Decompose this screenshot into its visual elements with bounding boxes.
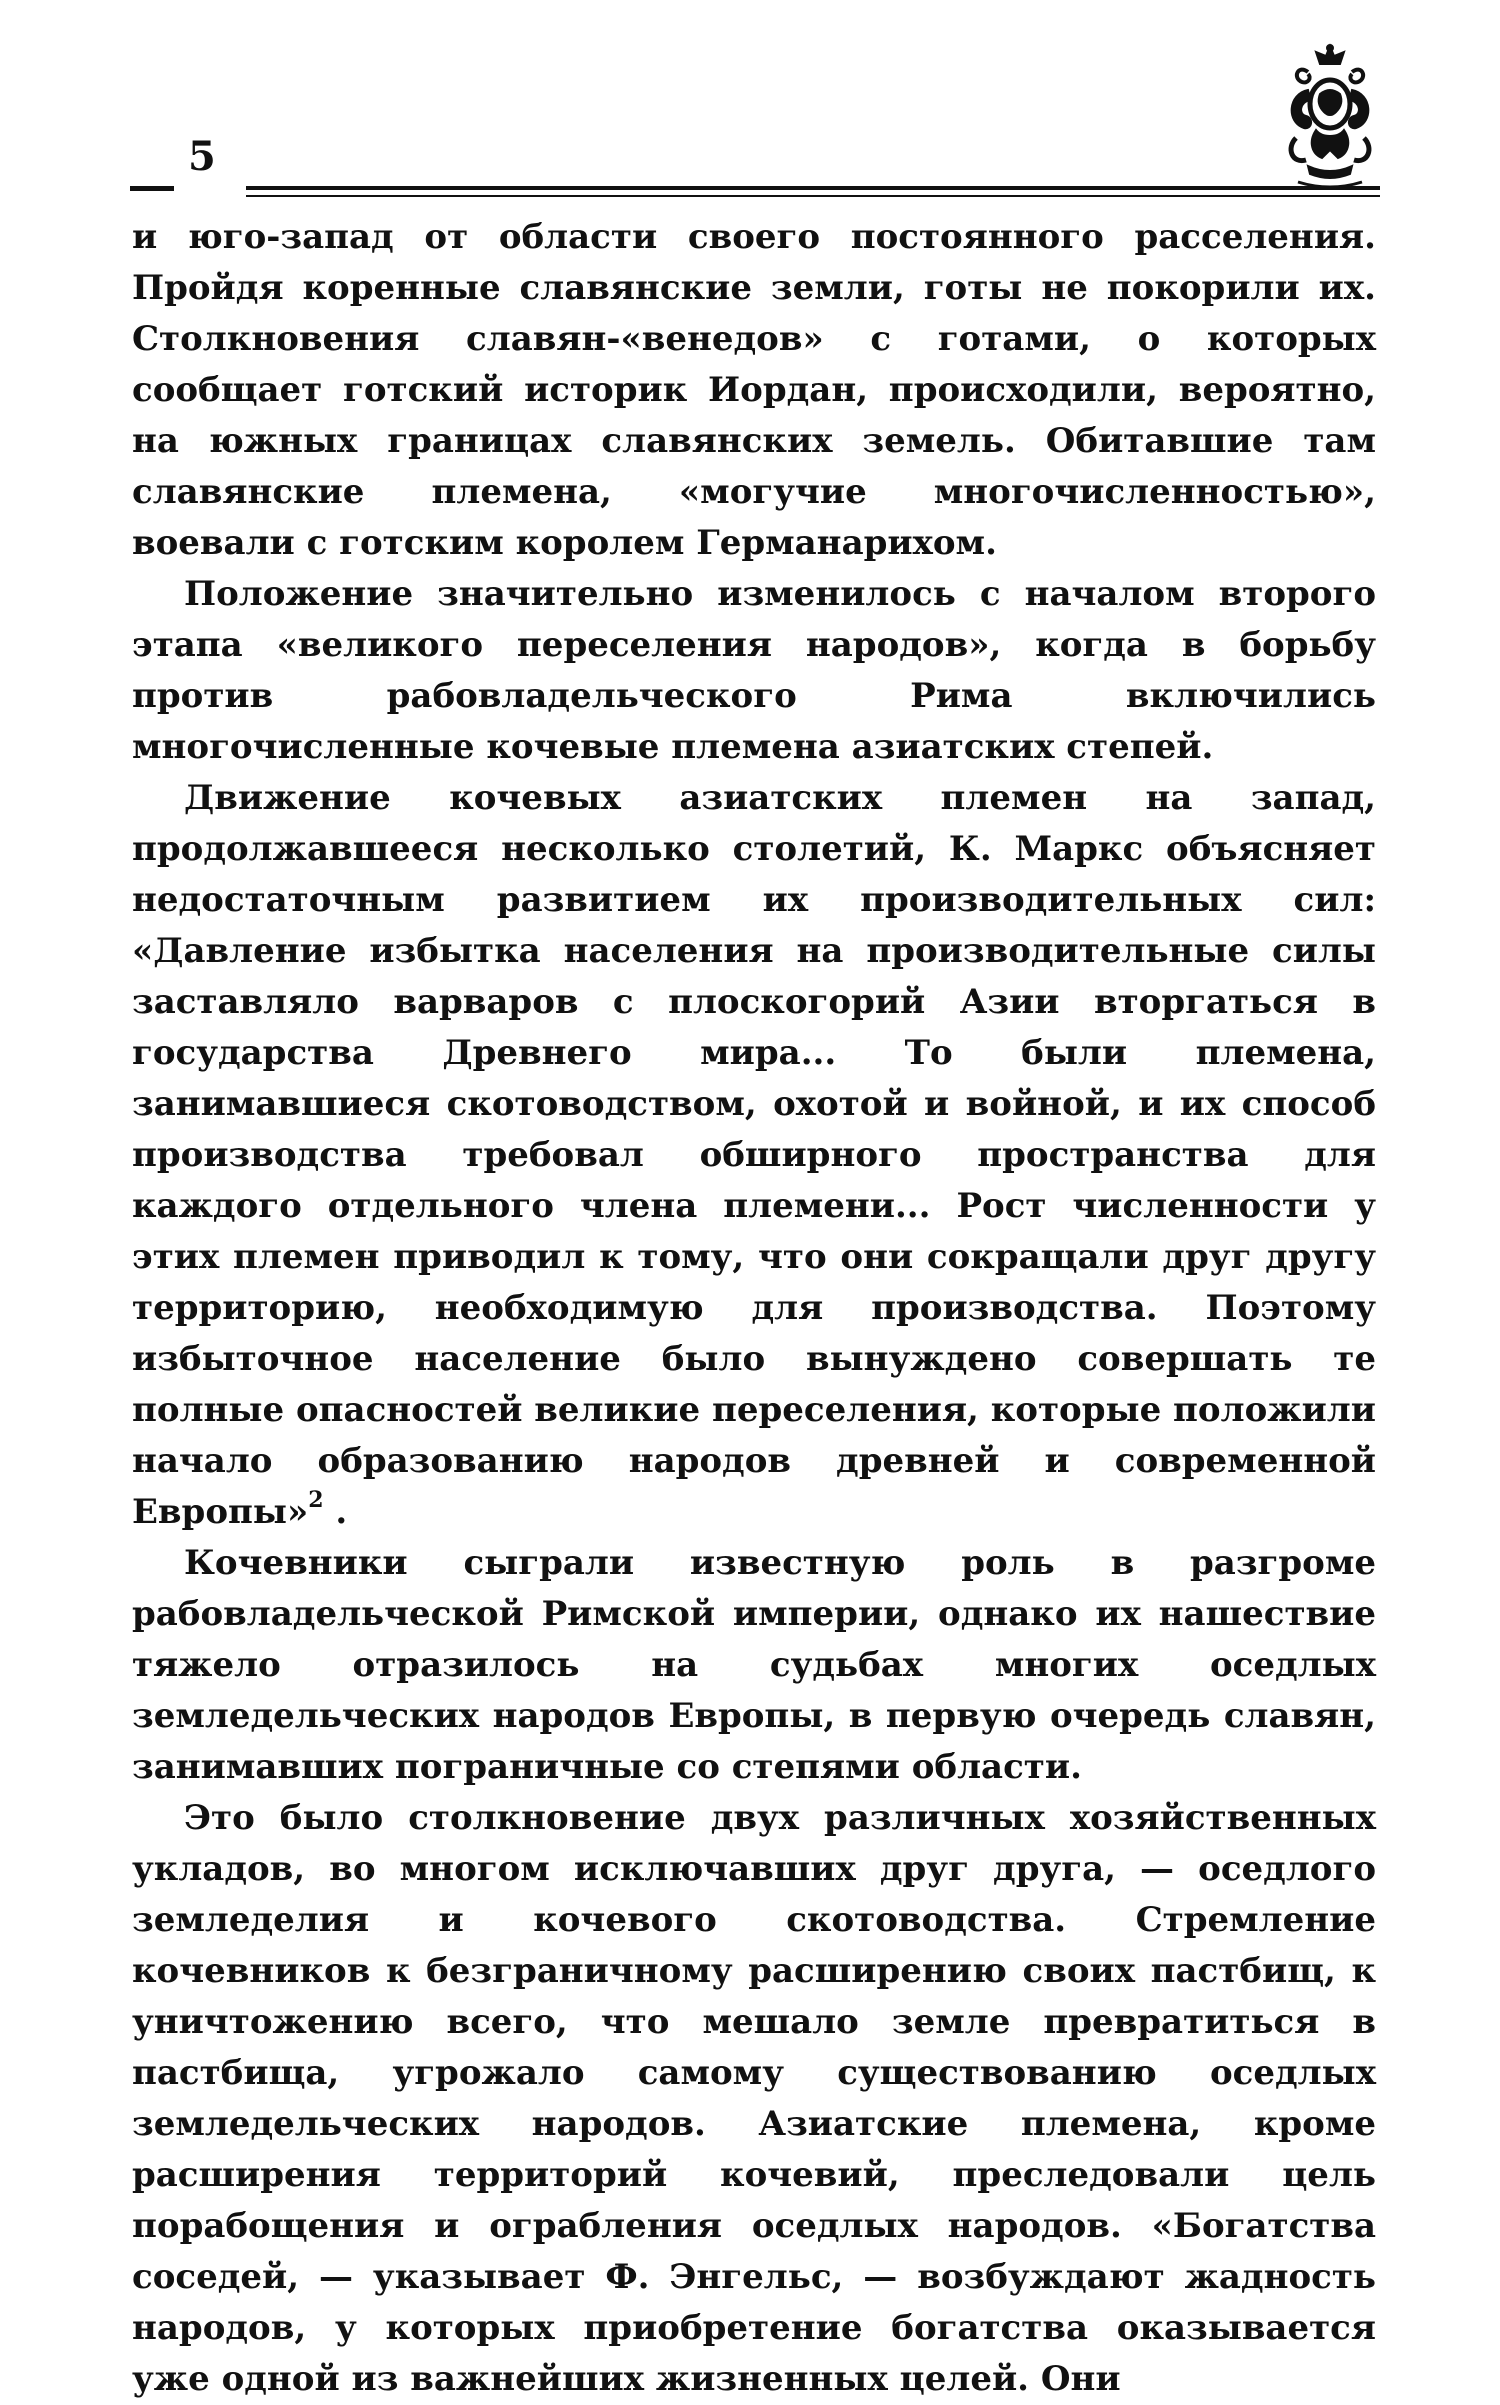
paragraph [132,773,1376,1538]
paragraph-tail: . [335,1492,348,1532]
paragraph: Положение значительно изменилось с началом второго этапа «великого переселения народов», когда в борьбу против рабовладельческого Рима включились многочисленные кочевые племена азиатских степей. [132,574,1376,767]
footnote-reference[interactable]: 2 [308,1487,324,1513]
page-header [130,133,1380,200]
page-number: 5 [188,133,216,180]
heraldic-emblem-icon [1278,42,1382,192]
header-rule [246,186,1380,190]
body-text [132,212,1376,2405]
header-rule-left [130,186,174,191]
paragraph-text: Движение кочевых азиатских племен на запад, продолжавшееся несколько столетий, К. Маркс объясняет недостаточным развитием их производительных сил: «Давление избытка населения на производительные силы заставляло варваров с плоскогорий Азии вторгаться в государства Древнего мира... То были племена, занимавшиеся скотоводством, охотой и войной, и их способ производства требовал обширного пространства для каждого отдельного члена племени... Рост численности у этих племен приводил к тому, что они сокращали друг другу территорию, необходимую для производства. Поэтому избыточное население было вынуждено совершать те полные опасностей великие переселения, которые положили начало образованию народов древней и современной Европы» [132,778,1376,1532]
header-rule-thin [246,195,1380,197]
paragraph: Кочевники сыграли известную роль в разгроме рабовладельческой Римской империи, однако их нашествие тяжело отразилось на судьбах многих оседлых земледельческих народов Европы, в первую очередь славян, занимавших пограничные со степями области. [132,1543,1376,1787]
paragraph: Это было столкновение двух различных хозяйственных укладов, во многом исключавших друг друга, — оседлого земледелия и кочевого скотоводства. Стремление кочевников к безграничному расширению своих пастбищ, к уничтожению всего, что мешало земле превратиться в пастбища, угрожало самому существованию оседлых земледельческих народов. Азиатские племена, кроме расширения территорий кочевий, преследовали цель порабощения и ограбления оседлых народов. «Богатства соседей, — указывает Ф. Энгельс, — возбуждают жадность народов, у которых приобретение богатства оказывается уже одной из важнейших жизненных целей. Они [132,1798,1376,2399]
paragraph: и юго-запад от области своего постоянного расселения. Пройдя коренные славянские земли, готы не покорили их. Столкновения славян-«венедов» с готами, о которых сообщает готский историк Иордан, происходили, вероятно, на южных границах славянских земель. Обитавшие там славянские племена, «могучие многочисленностью», воевали с готским королем Германарихом. [132,217,1376,563]
